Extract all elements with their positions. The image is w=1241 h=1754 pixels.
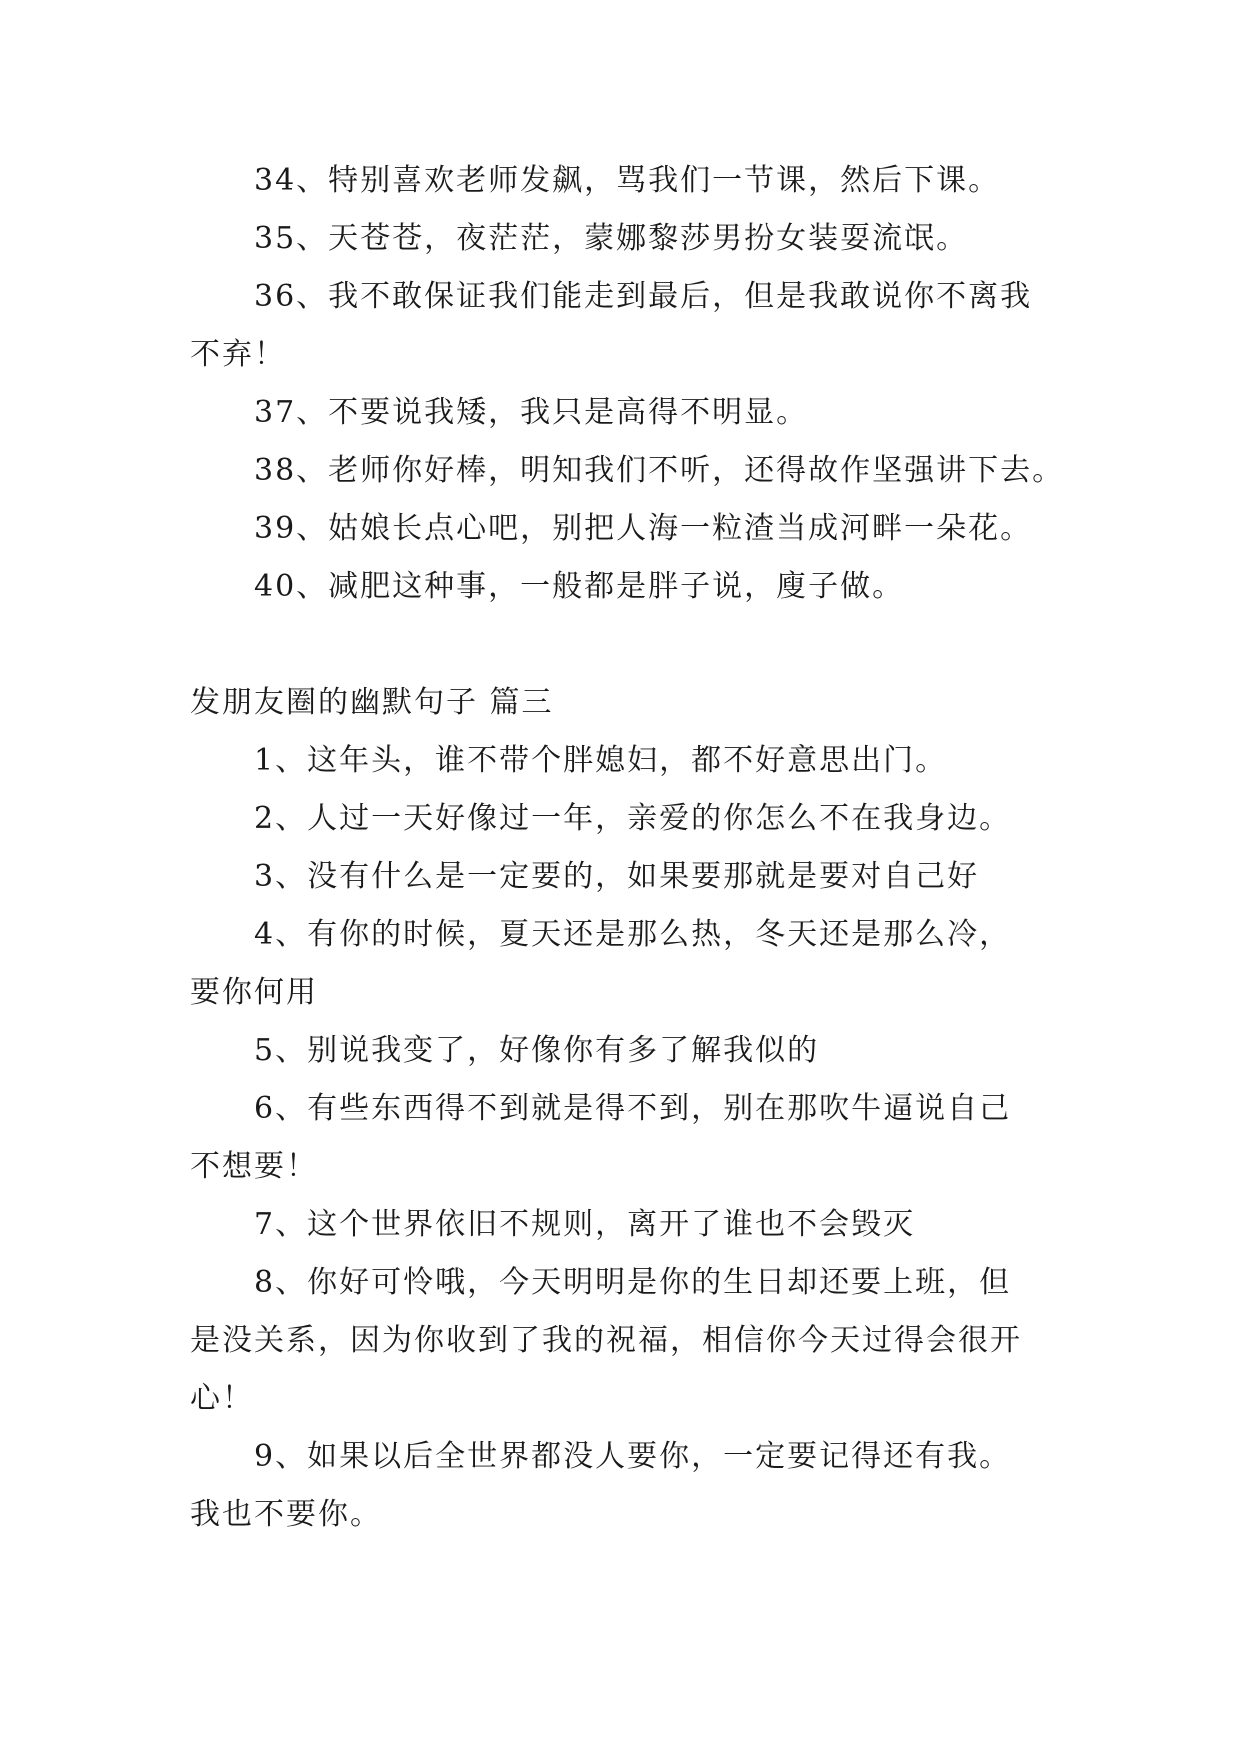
paragraph-34: 34、特别喜欢老师发飙，骂我们一节课，然后下课。 — [254, 163, 1001, 198]
paragraph-4: 4、有你的时候，夏天还是那么热，冬天还是那么冷， — [254, 917, 1012, 952]
paragraph-40: 40、减肥这种事，一般都是胖子说，廋子做。 — [254, 569, 905, 604]
document-body — [190, 152, 1065, 1544]
paragraph-36-continued: 不弃！ — [190, 337, 286, 372]
section-heading: 发朋友圈的幽默句子 篇三 — [190, 685, 554, 720]
paragraph-38: 38、老师你好棒，明知我们不听，还得故作坚强讲下去。 — [254, 453, 1065, 488]
paragraph-36: 36、我不敢保证我们能走到最后，但是我敢说你不离我 — [254, 279, 1033, 314]
paragraph-8: 8、你好可怜哦，今天明明是你的生日却还要上班，但 — [254, 1265, 1012, 1300]
paragraph-6-continued: 不想要！ — [190, 1149, 318, 1184]
paragraph-6: 6、有些东西得不到就是得不到，别在那吹牛逼说自己 — [254, 1091, 1012, 1126]
section-gap — [190, 616, 1060, 674]
paragraph-2: 2、人过一天好像过一年，亲爱的你怎么不在我身边。 — [254, 801, 1012, 836]
paragraph-5: 5、别说我变了，好像你有多了解我似的 — [254, 1033, 820, 1068]
paragraph-37: 37、不要说我矮，我只是高得不明显。 — [254, 395, 809, 430]
paragraph-39: 39、姑娘长点心吧，别把人海一粒渣当成河畔一朵花。 — [254, 511, 1033, 546]
paragraph-8-end: 心！ — [190, 1381, 254, 1416]
paragraph-4-continued: 要你何用 — [190, 975, 318, 1010]
paragraph-35: 35、天苍苍，夜茫茫，蒙娜黎莎男扮女装耍流氓。 — [254, 221, 969, 256]
paragraph-9-continued: 我也不要你。 — [190, 1497, 382, 1532]
paragraph-9: 9、如果以后全世界都没人要你，一定要记得还有我。 — [254, 1439, 1012, 1474]
paragraph-1: 1、这年头，谁不带个胖媳妇，都不好意思出门。 — [254, 743, 948, 778]
paragraph-7: 7、这个世界依旧不规则，离开了谁也不会毁灭 — [254, 1207, 916, 1242]
paragraph-3: 3、没有什么是一定要的，如果要那就是要对自己好 — [254, 859, 980, 894]
paragraph-8-continued: 是没关系，因为你收到了我的祝福，相信你今天过得会很开 — [190, 1323, 1022, 1358]
